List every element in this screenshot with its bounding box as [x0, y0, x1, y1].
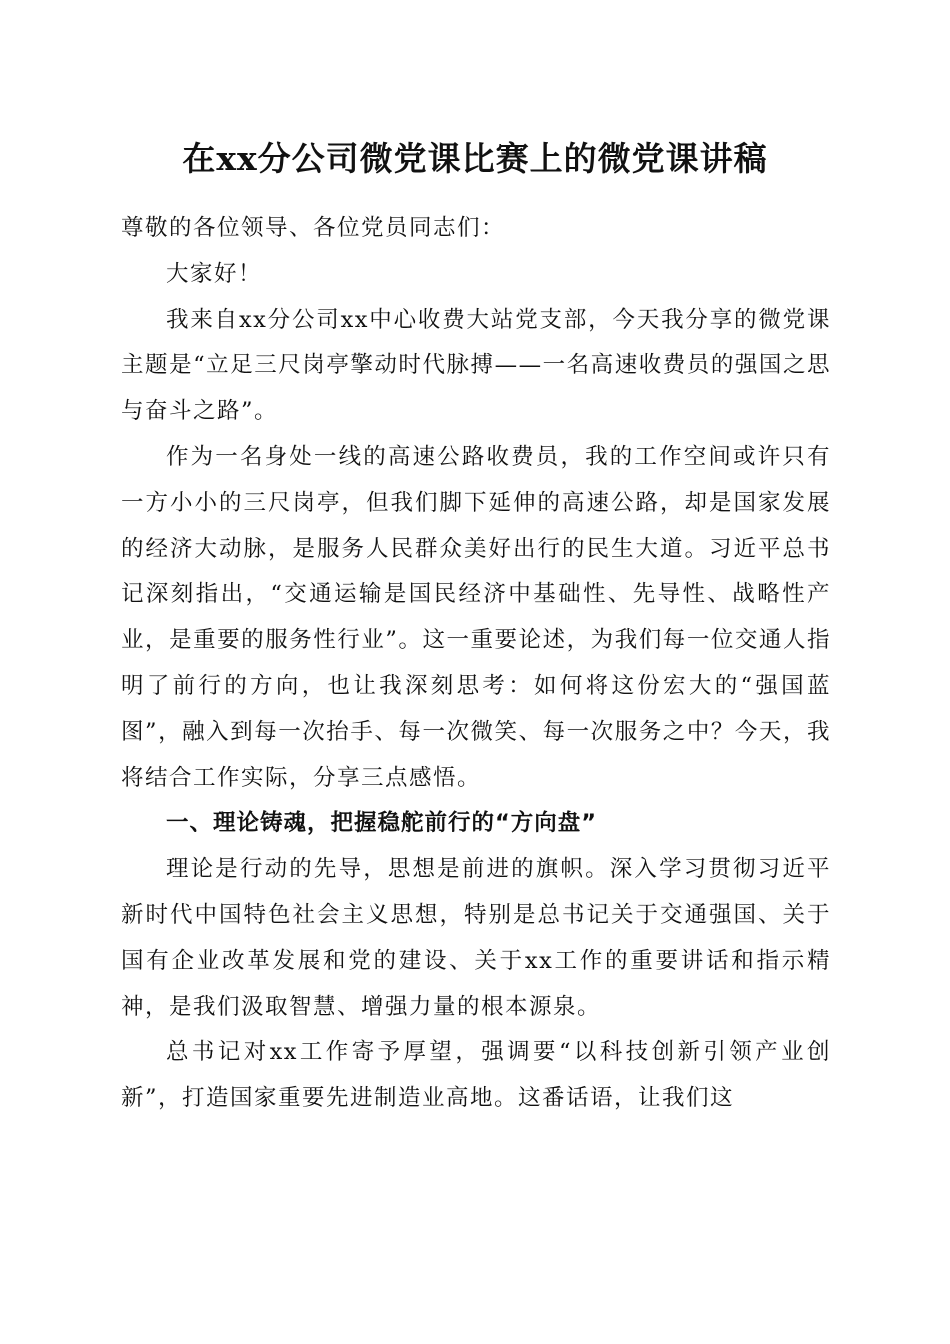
- greeting: 大家好！: [166, 260, 263, 287]
- section-heading: 一、理论铸魂，把握稳舵前行的“方向盘”: [166, 810, 598, 837]
- section-paragraph: 理论是行动的先导，思想是前进的旗帜。深入学习贯彻习近平新时代中国特色社会主义思想，特别是总书记关于交通强国、关于国有企业改革发展和党的建设、关于xx工作的重要讲话和指示精神，是我们汲取智慧、增强力量的根本源泉。: [121, 856, 831, 1020]
- salutation: 尊敬的各位领导、各位党员同志们：: [121, 215, 506, 241]
- intro-paragraph: 我来自xx分公司xx中心收费大站党支部，今天我分享的微党课主题是“立足三尺岗亭擎动时代脉搏——一名高速收费员的强国之思与奋斗之路”。: [121, 306, 831, 425]
- document-title: 在xx分公司微党课比赛上的微党课讲稿: [182, 139, 768, 178]
- context-paragraph: 作为一名身处一线的高速公路收费员，我的工作空间或许只有一方小小的三尺岗亭，但我们脚下延伸的高速公路，却是国家发展的经济大动脉，是服务人民群众美好出行的民生大道。习近平总书记深刻指出，“交通运输是国民经济中基础性、先导性、战略性产业，是重要的服务性行业”。这一重要论述，为我们每一位交通人指明了前行的方向，也让我深刻思考：如何将这份宏大的“强国蓝图”，融入到每一次抬手、每一次微笑、每一次服务之中？今天，我将结合工作实际，分享三点感悟。: [121, 443, 831, 791]
- document-body: [121, 206, 831, 1122]
- section-paragraph: 总书记对xx工作寄予厚望，强调要“以科技创新引领产业创新”，打造国家重要先进制造业高地。这番话语，让我们这: [121, 1039, 831, 1112]
